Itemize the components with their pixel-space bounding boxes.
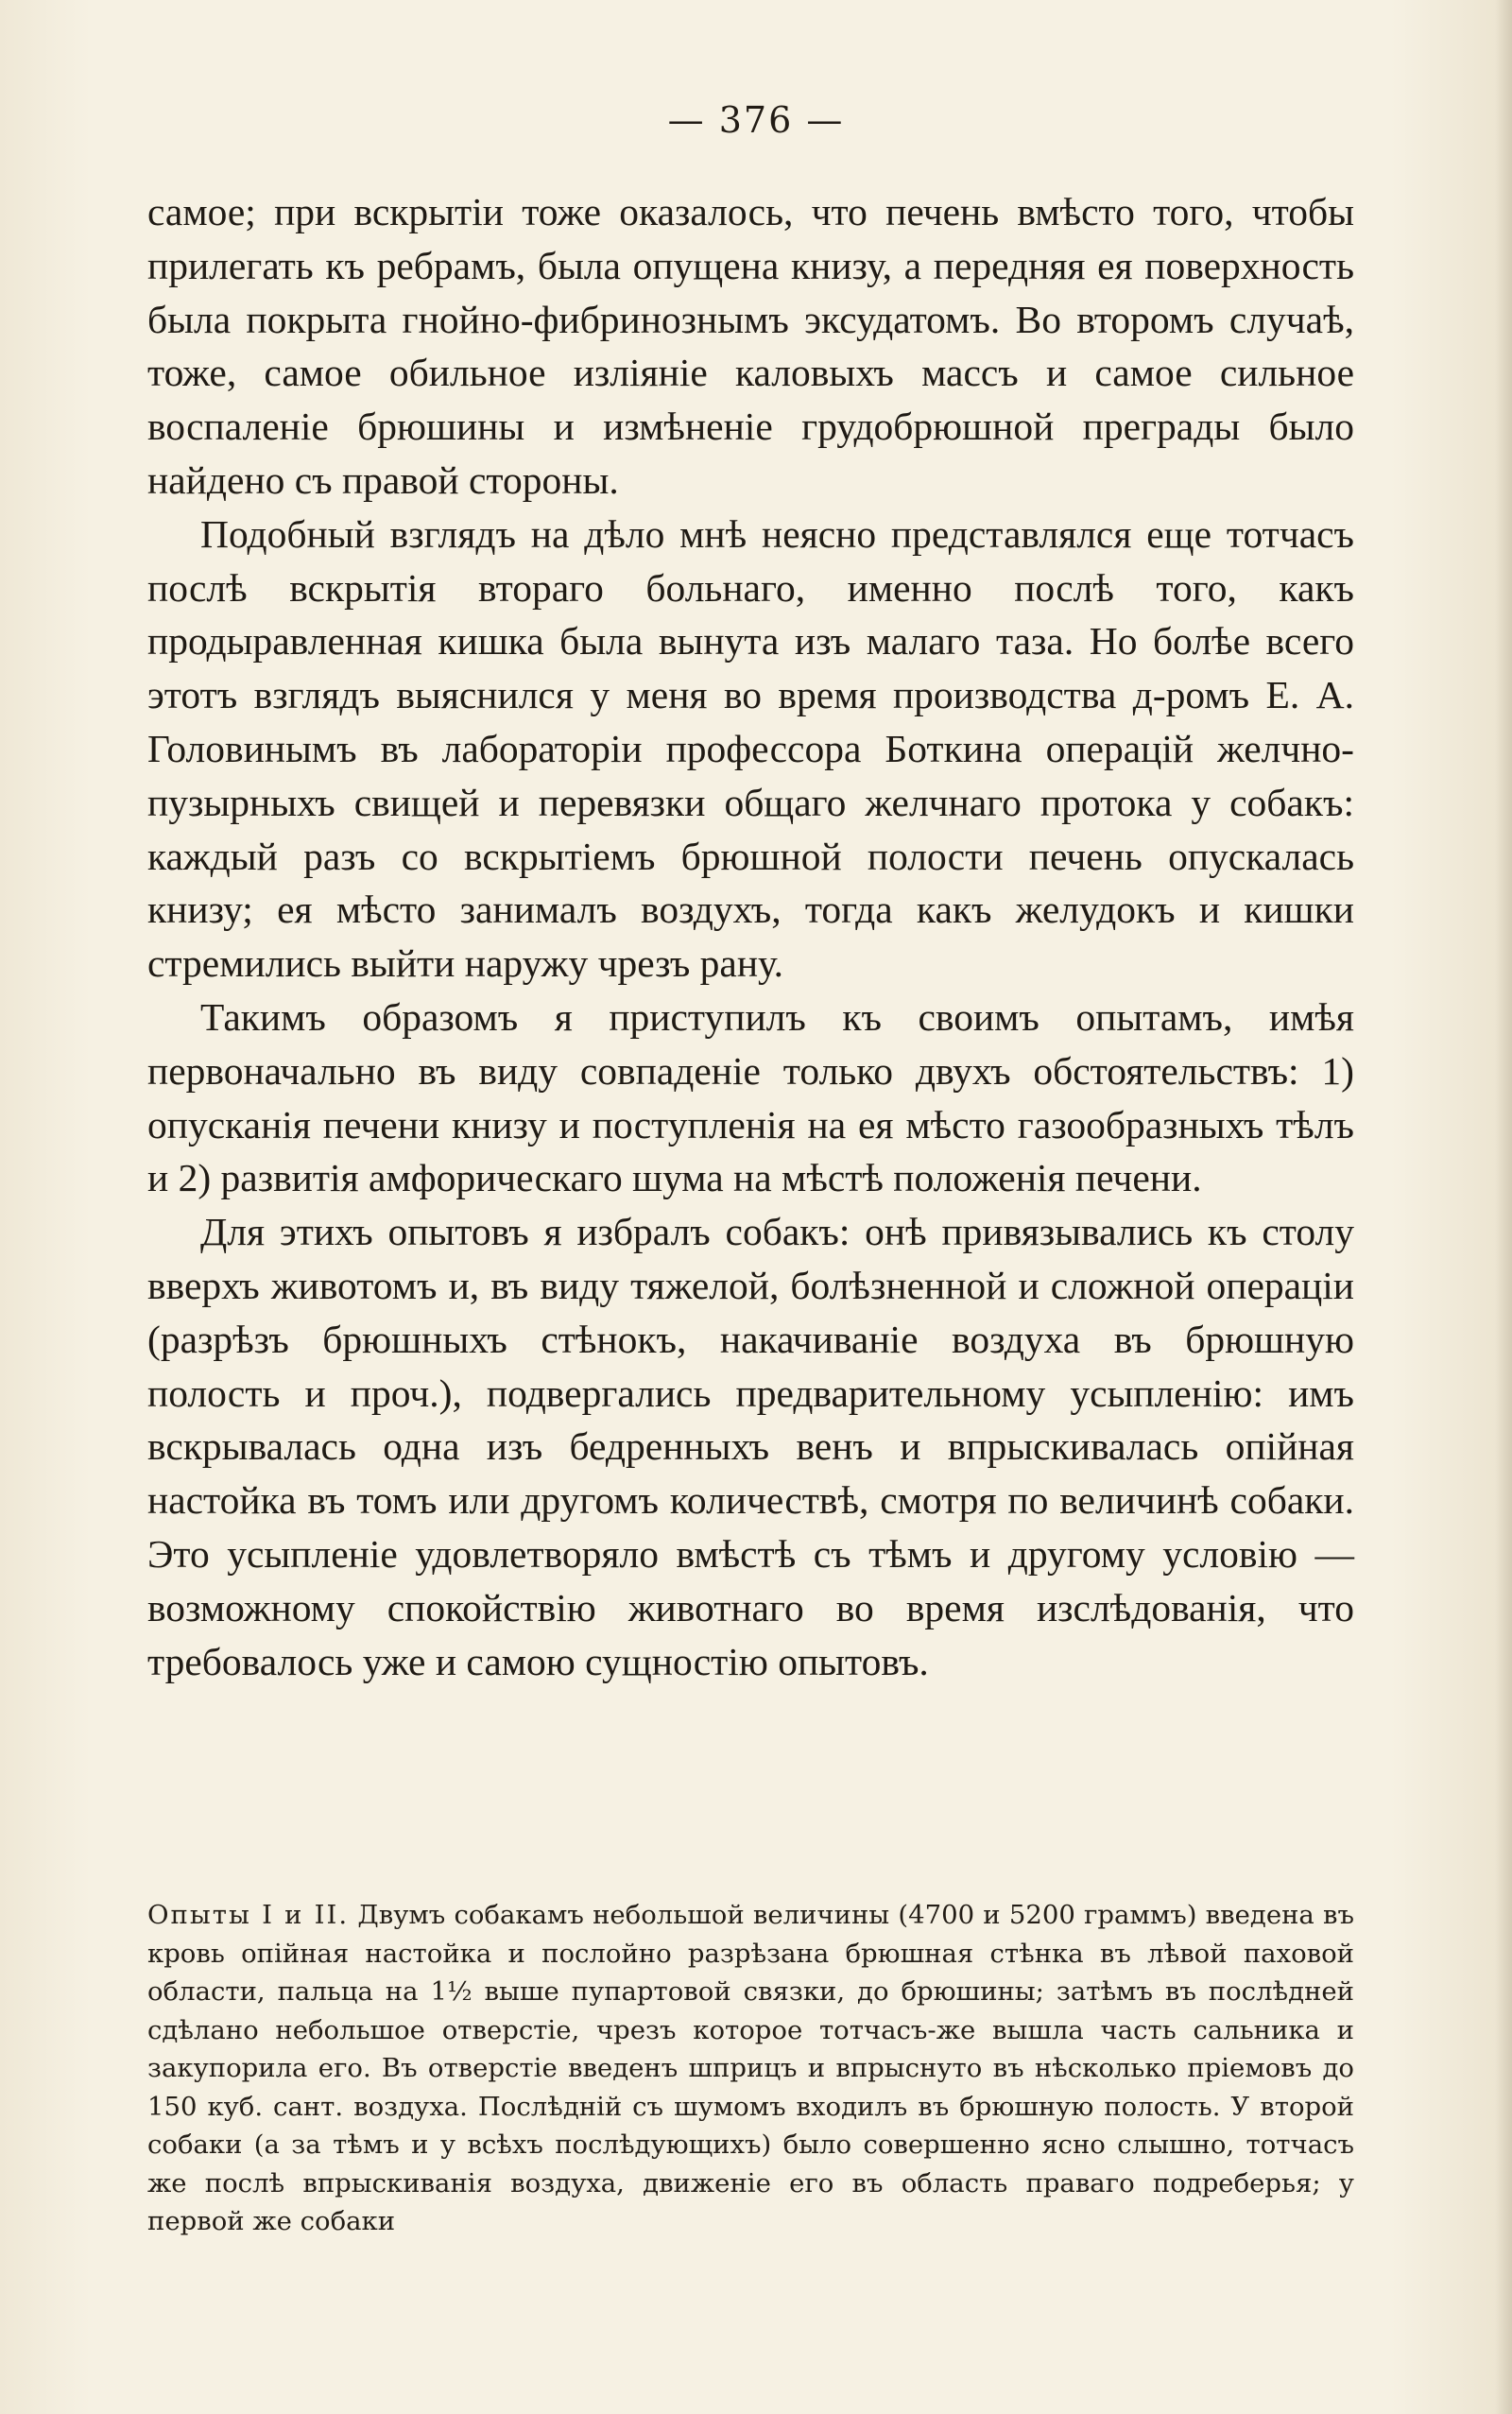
main-text bbox=[147, 185, 1354, 1688]
footnote-text: Двумъ собакамъ небольшой величины (4700 и 5200 граммъ) введена въ кровь опійная настойка и послойно разрѣзана брюшная стѣнка въ лѣвой паховой области, пальца на 1½ выше пупартовой связки, до брюшины; затѣмъ въ послѣдней сдѣлано небольшое отверстіе, чрезъ которое тотчасъ-же вышла часть сальника и закупорила его. Въ отверстіе введенъ шприцъ и впрыснуто въ нѣсколько пріемовъ до 150 куб. сант. воздуха. Послѣдній съ шумомъ входилъ въ брюшную полость. У второй собаки (а за тѣмъ и у всѣхъ послѣдующихъ) было совершенно ясно слышно, тотчасъ же послѣ впрыскиванія воздуха, движеніе его въ область праваго подреберья; у первой же собаки bbox=[147, 1900, 1354, 2236]
paragraph: Подобный взглядъ на дѣло мнѣ неясно представлялся еще тотчасъ послѣ вскрытія втораго больнаго, именно послѣ того, какъ продыравленная кишка была вынута изъ малаго таза. Но болѣе всего этотъ взглядъ выяснился у меня во время производства д-ромъ Е. А. Головинымъ въ лабораторіи профессора Боткина операцій желчно-пузырныхъ свищей и перевязки общаго желчнаго протока у собакъ: каждый разъ со вскрытіемъ брюшной полости печень опускалась книзу; ея мѣсто занималъ воздухъ, тогда какъ желудокъ и кишки стремились выйти наружу чрезъ рану. bbox=[147, 511, 1354, 986]
footnote bbox=[147, 1896, 1354, 2241]
paragraph-continuation: самое; при вскрытіи тоже оказалось, что печень вмѣсто того, чтобы прилегать къ ребрамъ, была опущена книзу, а передняя ея поверхность была покрыта гнойно-фибринознымъ эксудатомъ. Во второмъ случаѣ, тоже, самое обильное изліяніе каловыхъ массъ и самое сильное воспаленіе брюшины и измѣненіе грудобрюшной преграды было найдено съ правой стороны. bbox=[147, 190, 1354, 502]
paragraph: Для этихъ опытовъ я избралъ собакъ: онѣ привязывались къ столу вверхъ животомъ и, въ виду тяжелой, болѣзненной и сложной операціи (разрѣзъ брюшныхъ стѣнокъ, накачиваніе воздуха въ брюшную полость и проч.), подвергались предварительному усыпленію: имъ вскрывалась одна изъ бедренныхъ венъ и впрыскивалась опійная настойка въ томъ или другомъ количествѣ, смотря по величинѣ собаки. Это усыпленіе удовлетворяло вмѣстѣ съ тѣмъ и другому условію — возможному спокойствію животнаго во время изслѣдованія, что требовалось уже и самою сущностію опытовъ. bbox=[147, 1210, 1354, 1683]
footnote-lead: Опыты I и II. bbox=[147, 1900, 350, 1930]
page-edge-shadow bbox=[1495, 0, 1512, 2414]
paragraph: Такимъ образомъ я приступилъ къ своимъ опытамъ, имѣя первоначально въ виду совпаденіе только двухъ обстоятельствъ: 1) опусканія печени книзу и поступленія на ея мѣсто газообразныхъ тѣлъ и 2) развитія амфорическаго шума на мѣстѣ положенія печени. bbox=[147, 994, 1354, 1200]
page-number: — 376 — bbox=[667, 99, 845, 141]
